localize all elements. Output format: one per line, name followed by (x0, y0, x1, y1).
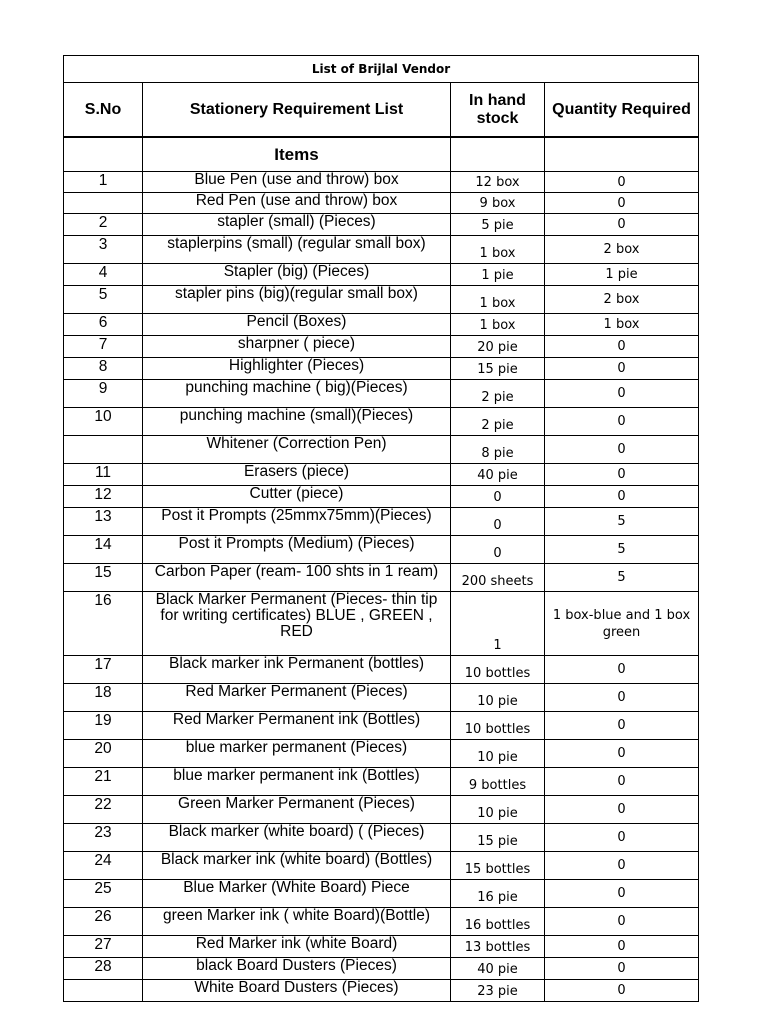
in-hand-stock-cell: 1 (451, 592, 545, 656)
table-row (64, 592, 699, 656)
quantity-required-cell: 0 (545, 852, 699, 880)
serial-number-cell: 23 (64, 824, 143, 852)
header-stock: In hand stock (451, 83, 545, 138)
serial-number-cell: 14 (64, 536, 143, 564)
quantity-required-cell: 0 (545, 824, 699, 852)
serial-number-cell: 4 (64, 264, 143, 286)
item-name-cell: Pencil (Boxes) (143, 314, 451, 336)
serial-number-cell: 21 (64, 768, 143, 796)
table-row (64, 936, 699, 958)
quantity-required-cell: 0 (545, 408, 699, 436)
quantity-required-cell: 0 (545, 712, 699, 740)
in-hand-stock-cell: 40 pie (451, 958, 545, 980)
serial-number-cell: 26 (64, 908, 143, 936)
quantity-required-cell: 0 (545, 768, 699, 796)
table-row (64, 508, 699, 536)
serial-number-cell: 25 (64, 880, 143, 908)
in-hand-stock-cell: 1 pie (451, 264, 545, 286)
in-hand-stock-cell: 15 pie (451, 824, 545, 852)
items-blank-cell (545, 137, 699, 172)
serial-number-cell: 1 (64, 172, 143, 193)
in-hand-stock-cell: 0 (451, 508, 545, 536)
title-row (64, 56, 699, 83)
item-name-cell: Post it Prompts (25mmx75mm)(Pieces) (143, 508, 451, 536)
item-name-cell: Green Marker Permanent (Pieces) (143, 796, 451, 824)
header-row (64, 83, 699, 138)
quantity-required-cell: 2 box (545, 236, 699, 264)
serial-number-cell: 11 (64, 464, 143, 486)
in-hand-stock-cell: 10 pie (451, 740, 545, 768)
table-row (64, 380, 699, 408)
item-name-cell: Black marker ink Permanent (bottles) (143, 656, 451, 684)
quantity-required-cell: 0 (545, 880, 699, 908)
quantity-required-cell: 1 pie (545, 264, 699, 286)
serial-number-cell: 10 (64, 408, 143, 436)
in-hand-stock-cell: 16 pie (451, 880, 545, 908)
quantity-required-cell: 0 (545, 980, 699, 1002)
item-name-cell: Erasers (piece) (143, 464, 451, 486)
quantity-required-cell: 0 (545, 958, 699, 980)
quantity-required-cell: 1 box (545, 314, 699, 336)
item-name-cell: Red Pen (use and throw) box (143, 193, 451, 214)
serial-number-cell: 27 (64, 936, 143, 958)
item-name-cell: Carbon Paper (ream- 100 shts in 1 ream) (143, 564, 451, 592)
quantity-required-cell: 0 (545, 684, 699, 712)
item-name-cell: Red Marker ink (white Board) (143, 936, 451, 958)
serial-number-cell (64, 193, 143, 214)
table-row (64, 336, 699, 358)
item-name-cell: Whitener (Correction Pen) (143, 436, 451, 464)
serial-number-cell: 15 (64, 564, 143, 592)
table-row (64, 908, 699, 936)
serial-number-cell (64, 980, 143, 1002)
quantity-required-cell: 5 (545, 536, 699, 564)
in-hand-stock-cell: 2 pie (451, 408, 545, 436)
in-hand-stock-cell: 2 pie (451, 380, 545, 408)
quantity-required-cell: 0 (545, 656, 699, 684)
serial-number-cell: 13 (64, 508, 143, 536)
table-row (64, 712, 699, 740)
item-name-cell: blue marker permanent (Pieces) (143, 740, 451, 768)
item-name-cell: Black marker (white board) ( (Pieces) (143, 824, 451, 852)
in-hand-stock-cell: 16 bottles (451, 908, 545, 936)
quantity-required-cell: 0 (545, 358, 699, 380)
serial-number-cell (64, 436, 143, 464)
in-hand-stock-cell: 1 box (451, 236, 545, 264)
in-hand-stock-cell: 0 (451, 536, 545, 564)
item-name-cell: Black marker ink (white board) (Bottles) (143, 852, 451, 880)
quantity-required-cell: 0 (545, 193, 699, 214)
sheet-title: List of Brijlal Vendor (64, 56, 699, 83)
serial-number-cell: 20 (64, 740, 143, 768)
item-name-cell: stapler (small) (Pieces) (143, 214, 451, 236)
item-name-cell: Red Marker Permanent (Pieces) (143, 684, 451, 712)
in-hand-stock-cell: 15 pie (451, 358, 545, 380)
table-row (64, 564, 699, 592)
in-hand-stock-cell: 12 box (451, 172, 545, 193)
item-name-cell: Black Marker Permanent (Pieces- thin tip for writing certificates) BLUE , GREEN , RED (143, 592, 451, 656)
table-row (64, 768, 699, 796)
in-hand-stock-cell: 9 bottles (451, 768, 545, 796)
table-row (64, 880, 699, 908)
quantity-required-cell: 0 (545, 908, 699, 936)
quantity-required-cell: 5 (545, 564, 699, 592)
table-row (64, 980, 699, 1002)
in-hand-stock-cell: 10 bottles (451, 656, 545, 684)
serial-number-cell: 17 (64, 656, 143, 684)
header-requirement: Stationery Requirement List (143, 83, 451, 138)
table-row (64, 852, 699, 880)
item-name-cell: blue marker permanent ink (Bottles) (143, 768, 451, 796)
serial-number-cell: 19 (64, 712, 143, 740)
table-row (64, 958, 699, 980)
serial-number-cell: 22 (64, 796, 143, 824)
quantity-required-cell: 2 box (545, 286, 699, 314)
in-hand-stock-cell: 200 sheets (451, 564, 545, 592)
in-hand-stock-cell: 10 bottles (451, 712, 545, 740)
item-name-cell: green Marker ink ( white Board)(Bottle) (143, 908, 451, 936)
quantity-required-cell: 1 box-blue and 1 box green (545, 592, 699, 656)
quantity-required-cell: 0 (545, 464, 699, 486)
quantity-required-cell: 0 (545, 740, 699, 768)
quantity-required-cell: 0 (545, 214, 699, 236)
header-sno: S.No (64, 83, 143, 138)
quantity-required-cell: 0 (545, 172, 699, 193)
in-hand-stock-cell: 1 box (451, 314, 545, 336)
header-quantity: Quantity Required (545, 83, 699, 138)
item-name-cell: stapler pins (big)(regular small box) (143, 286, 451, 314)
items-label: Items (143, 137, 451, 172)
serial-number-cell: 24 (64, 852, 143, 880)
serial-number-cell: 3 (64, 236, 143, 264)
table-row (64, 314, 699, 336)
table-row (64, 236, 699, 264)
item-name-cell: staplerpins (small) (regular small box) (143, 236, 451, 264)
table-row (64, 408, 699, 436)
item-name-cell: Highlighter (Pieces) (143, 358, 451, 380)
item-name-cell: Red Marker Permanent ink (Bottles) (143, 712, 451, 740)
table-row (64, 358, 699, 380)
in-hand-stock-cell: 10 pie (451, 684, 545, 712)
item-name-cell: Post it Prompts (Medium) (Pieces) (143, 536, 451, 564)
table-row (64, 536, 699, 564)
serial-number-cell: 8 (64, 358, 143, 380)
items-blank-cell (451, 137, 545, 172)
table-row (64, 824, 699, 852)
item-name-cell: black Board Dusters (Pieces) (143, 958, 451, 980)
quantity-required-cell: 5 (545, 508, 699, 536)
table-row (64, 684, 699, 712)
quantity-required-cell: 0 (545, 380, 699, 408)
quantity-required-cell: 0 (545, 936, 699, 958)
serial-number-cell: 6 (64, 314, 143, 336)
table-row (64, 740, 699, 768)
vendor-sheet (63, 55, 698, 1002)
in-hand-stock-cell: 5 pie (451, 214, 545, 236)
in-hand-stock-cell: 20 pie (451, 336, 545, 358)
stationery-table (63, 55, 699, 1002)
table-row (64, 796, 699, 824)
serial-number-cell: 7 (64, 336, 143, 358)
quantity-required-cell: 0 (545, 436, 699, 464)
item-name-cell: Cutter (piece) (143, 486, 451, 508)
item-name-cell: Stapler (big) (Pieces) (143, 264, 451, 286)
table-row (64, 436, 699, 464)
items-blank-cell (64, 137, 143, 172)
in-hand-stock-cell: 23 pie (451, 980, 545, 1002)
item-name-cell: Blue Marker (White Board) Piece (143, 880, 451, 908)
table-row (64, 286, 699, 314)
serial-number-cell: 9 (64, 380, 143, 408)
table-row (64, 464, 699, 486)
table-row (64, 656, 699, 684)
quantity-required-cell: 0 (545, 486, 699, 508)
in-hand-stock-cell: 10 pie (451, 796, 545, 824)
in-hand-stock-cell: 15 bottles (451, 852, 545, 880)
serial-number-cell: 16 (64, 592, 143, 656)
serial-number-cell: 5 (64, 286, 143, 314)
serial-number-cell: 2 (64, 214, 143, 236)
item-name-cell: punching machine ( big)(Pieces) (143, 380, 451, 408)
serial-number-cell: 28 (64, 958, 143, 980)
in-hand-stock-cell: 0 (451, 486, 545, 508)
item-name-cell: sharpner ( piece) (143, 336, 451, 358)
in-hand-stock-cell: 9 box (451, 193, 545, 214)
quantity-required-cell: 0 (545, 796, 699, 824)
in-hand-stock-cell: 1 box (451, 286, 545, 314)
table-row (64, 193, 699, 214)
item-name-cell: White Board Dusters (Pieces) (143, 980, 451, 1002)
item-name-cell: Blue Pen (use and throw) box (143, 172, 451, 193)
in-hand-stock-cell: 13 bottles (451, 936, 545, 958)
item-name-cell: punching machine (small)(Pieces) (143, 408, 451, 436)
in-hand-stock-cell: 8 pie (451, 436, 545, 464)
table-row (64, 214, 699, 236)
quantity-required-cell: 0 (545, 336, 699, 358)
serial-number-cell: 12 (64, 486, 143, 508)
items-row (64, 137, 699, 172)
table-row (64, 264, 699, 286)
table-row (64, 486, 699, 508)
in-hand-stock-cell: 40 pie (451, 464, 545, 486)
serial-number-cell: 18 (64, 684, 143, 712)
table-row (64, 172, 699, 193)
